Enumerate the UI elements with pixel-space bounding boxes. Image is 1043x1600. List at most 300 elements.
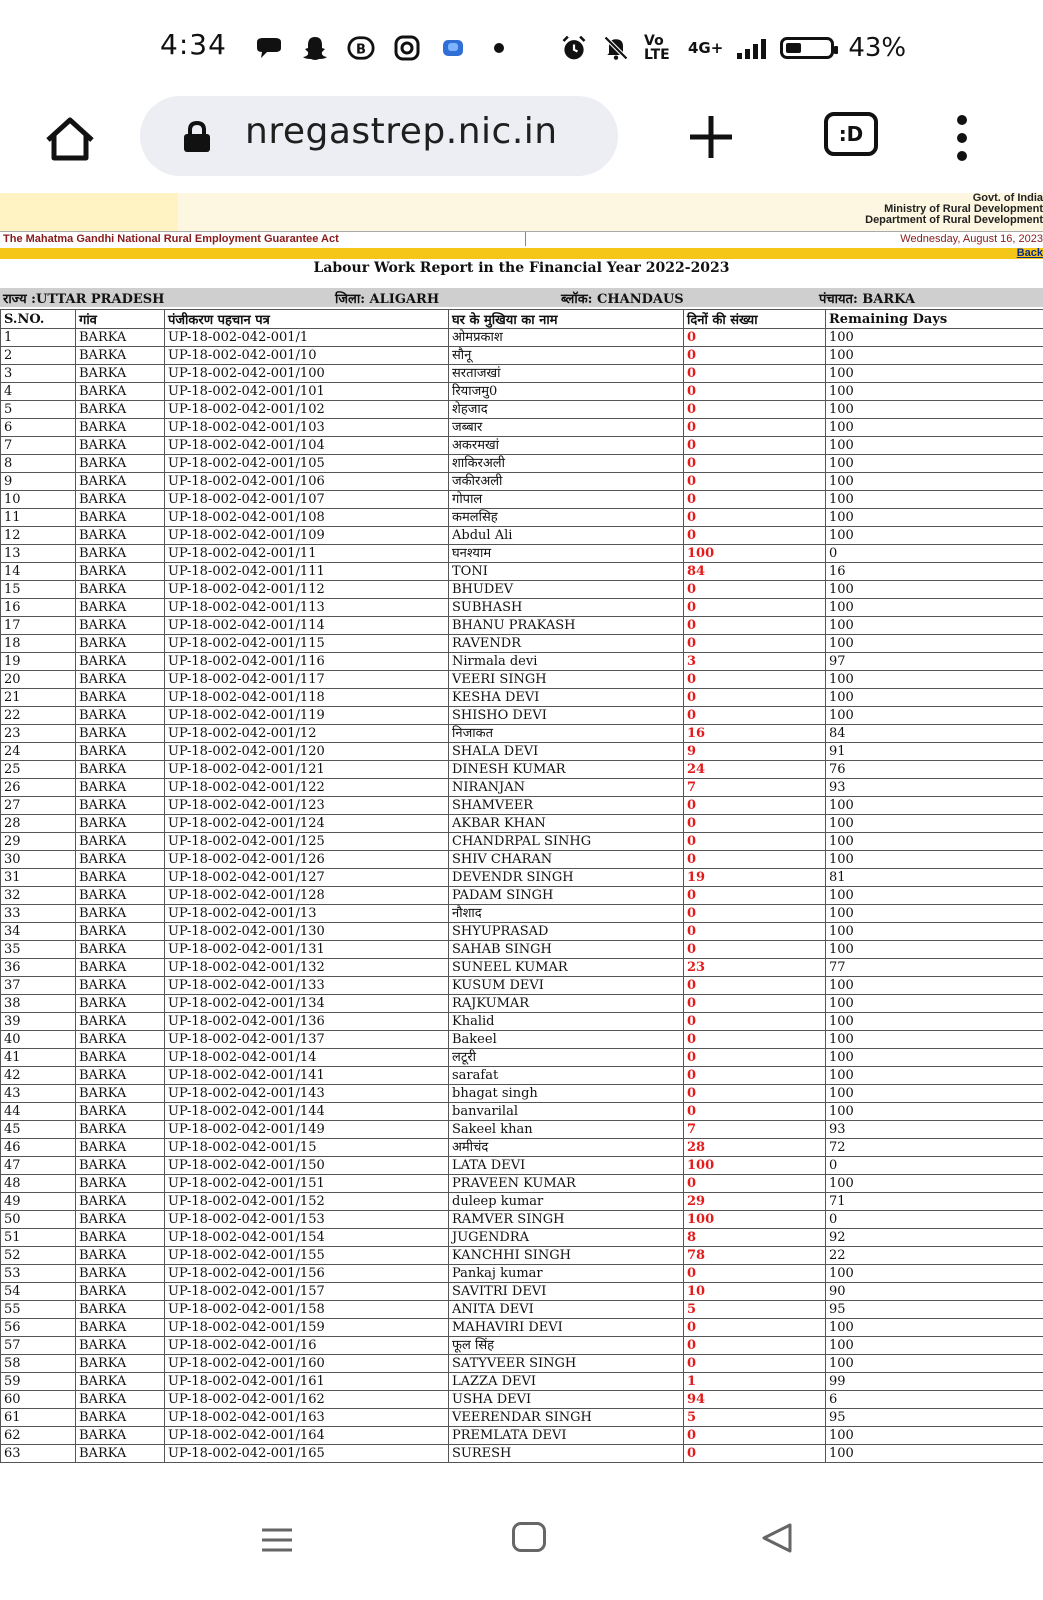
table-row: [1, 725, 1043, 743]
cell-village: BARKA: [76, 1085, 165, 1103]
cell-sno: 43: [1, 1085, 76, 1103]
cell-registration-id: UP-18-002-042-001/117: [165, 671, 449, 689]
cell-days-worked: 0: [684, 1427, 826, 1445]
cell-head-name: अकरमखां: [449, 437, 684, 455]
table-row: [1, 815, 1043, 833]
cell-remaining-days: 100: [826, 671, 1043, 689]
cell-registration-id: UP-18-002-042-001/157: [165, 1283, 449, 1301]
cell-registration-id: UP-18-002-042-001/121: [165, 761, 449, 779]
cell-head-name: SUNEEL KUMAR: [449, 959, 684, 977]
cell-days-worked: 0: [684, 1265, 826, 1283]
cell-days-worked: 0: [684, 401, 826, 419]
cell-sno: 57: [1, 1337, 76, 1355]
cell-sno: 35: [1, 941, 76, 959]
cell-registration-id: UP-18-002-042-001/101: [165, 383, 449, 401]
cell-remaining-days: 100: [826, 1067, 1043, 1085]
cell-registration-id: UP-18-002-042-001/128: [165, 887, 449, 905]
cell-remaining-days: 16: [826, 563, 1043, 581]
cell-registration-id: UP-18-002-042-001/116: [165, 653, 449, 671]
cell-village: BARKA: [76, 1445, 165, 1463]
cell-village: BARKA: [76, 797, 165, 815]
cell-days-worked: 0: [684, 671, 826, 689]
cell-head-name: SATYVEER SINGH: [449, 1355, 684, 1373]
cell-registration-id: UP-18-002-042-001/11: [165, 545, 449, 563]
cell-village: BARKA: [76, 581, 165, 599]
table-row: [1, 1301, 1043, 1319]
cell-sno: 7: [1, 437, 76, 455]
cell-head-name: AKBAR KHAN: [449, 815, 684, 833]
cell-sno: 16: [1, 599, 76, 617]
cell-head-name: SUBHASH: [449, 599, 684, 617]
panchayat-label: पंचायत: BARKA: [819, 292, 916, 307]
volte-label: Vo LTE: [644, 33, 670, 63]
cell-remaining-days: 100: [826, 455, 1043, 473]
cell-village: BARKA: [76, 743, 165, 761]
cell-sno: 11: [1, 509, 76, 527]
cell-village: BARKA: [76, 977, 165, 995]
cell-head-name: TONI: [449, 563, 684, 581]
cell-village: BARKA: [76, 779, 165, 797]
cell-days-worked: 0: [684, 599, 826, 617]
cell-registration-id: UP-18-002-042-001/112: [165, 581, 449, 599]
header-date: Wednesday, August 16, 2023: [900, 233, 1043, 245]
cell-days-worked: 0: [684, 833, 826, 851]
cell-sno: 56: [1, 1319, 76, 1337]
cell-registration-id: UP-18-002-042-001/100: [165, 365, 449, 383]
table-row: [1, 599, 1043, 617]
cell-registration-id: UP-18-002-042-001/14: [165, 1049, 449, 1067]
cell-sno: 14: [1, 563, 76, 581]
cell-head-name: LATA DEVI: [449, 1157, 684, 1175]
table-row: [1, 1391, 1043, 1409]
cell-remaining-days: 71: [826, 1193, 1043, 1211]
table-row: [1, 905, 1043, 923]
table-row: [1, 851, 1043, 869]
cell-registration-id: UP-18-002-042-001/162: [165, 1391, 449, 1409]
cell-head-name: SHYUPRASAD: [449, 923, 684, 941]
cell-sno: 33: [1, 905, 76, 923]
cell-sno: 60: [1, 1391, 76, 1409]
nav-back-icon[interactable]: [760, 1522, 794, 1554]
table-row: [1, 1013, 1043, 1031]
cell-registration-id: UP-18-002-042-001/133: [165, 977, 449, 995]
cell-days-worked: 8: [684, 1229, 826, 1247]
cell-head-name: RAVENDR: [449, 635, 684, 653]
cell-village: BARKA: [76, 473, 165, 491]
cell-head-name: KUSUM DEVI: [449, 977, 684, 995]
cell-remaining-days: 100: [826, 797, 1043, 815]
cell-days-worked: 0: [684, 1013, 826, 1031]
cell-sno: 13: [1, 545, 76, 563]
cell-sno: 23: [1, 725, 76, 743]
cell-registration-id: UP-18-002-042-001/109: [165, 527, 449, 545]
cell-sno: 52: [1, 1247, 76, 1265]
cell-head-name: PADAM SINGH: [449, 887, 684, 905]
table-row: [1, 563, 1043, 581]
act-title: The Mahatma Gandhi National Rural Employment Guarantee Act: [0, 232, 526, 246]
cell-sno: 24: [1, 743, 76, 761]
block-label: ब्लॉक: CHANDAUS: [561, 292, 684, 307]
cell-remaining-days: 100: [826, 437, 1043, 455]
cell-sno: 26: [1, 779, 76, 797]
cell-head-name: BHUDEV: [449, 581, 684, 599]
cell-registration-id: UP-18-002-042-001/143: [165, 1085, 449, 1103]
cell-sno: 6: [1, 419, 76, 437]
cell-registration-id: UP-18-002-042-001/107: [165, 491, 449, 509]
cell-sno: 44: [1, 1103, 76, 1121]
cell-sno: 5: [1, 401, 76, 419]
cell-registration-id: UP-18-002-042-001/106: [165, 473, 449, 491]
cell-days-worked: 0: [684, 455, 826, 473]
cell-village: BARKA: [76, 599, 165, 617]
cell-remaining-days: 100: [826, 1265, 1043, 1283]
back-link[interactable]: Back: [1016, 247, 1043, 259]
table-row: [1, 1157, 1043, 1175]
cell-registration-id: UP-18-002-042-001/108: [165, 509, 449, 527]
cell-registration-id: UP-18-002-042-001/127: [165, 869, 449, 887]
cell-days-worked: 0: [684, 1445, 826, 1463]
cell-registration-id: UP-18-002-042-001/1: [165, 329, 449, 347]
cell-village: BARKA: [76, 365, 165, 383]
table-row: [1, 1031, 1043, 1049]
cell-head-name: कमलसिह: [449, 509, 684, 527]
cell-days-worked: 0: [684, 1103, 826, 1121]
url-text: nregastrep.nic.in: [245, 111, 558, 152]
cell-days-worked: 0: [684, 689, 826, 707]
cell-village: BARKA: [76, 419, 165, 437]
cell-remaining-days: 100: [826, 1103, 1043, 1121]
cell-head-name: ANITA DEVI: [449, 1301, 684, 1319]
table-row: [1, 1067, 1043, 1085]
cell-sno: 3: [1, 365, 76, 383]
cell-registration-id: UP-18-002-042-001/126: [165, 851, 449, 869]
cell-village: BARKA: [76, 851, 165, 869]
cell-registration-id: UP-18-002-042-001/102: [165, 401, 449, 419]
cell-village: BARKA: [76, 1373, 165, 1391]
cell-remaining-days: 100: [826, 635, 1043, 653]
table-row: [1, 329, 1043, 347]
cell-days-worked: 0: [684, 527, 826, 545]
cell-registration-id: UP-18-002-042-001/111: [165, 563, 449, 581]
cell-days-worked: 1: [684, 1373, 826, 1391]
cell-village: BARKA: [76, 653, 165, 671]
cell-sno: 22: [1, 707, 76, 725]
cell-remaining-days: 0: [826, 545, 1043, 563]
cell-sno: 51: [1, 1229, 76, 1247]
cell-sno: 4: [1, 383, 76, 401]
table-row: [1, 653, 1043, 671]
table-row: [1, 1283, 1043, 1301]
cell-village: BARKA: [76, 1355, 165, 1373]
cell-remaining-days: 99: [826, 1373, 1043, 1391]
cell-sno: 63: [1, 1445, 76, 1463]
cell-head-name: NIRANJAN: [449, 779, 684, 797]
table-row: [1, 419, 1043, 437]
cell-village: BARKA: [76, 563, 165, 581]
cell-village: BARKA: [76, 437, 165, 455]
cell-registration-id: UP-18-002-042-001/120: [165, 743, 449, 761]
cell-village: BARKA: [76, 923, 165, 941]
cell-remaining-days: 100: [826, 365, 1043, 383]
tab-switcher-button[interactable]: :D: [824, 112, 878, 156]
cell-sno: 53: [1, 1265, 76, 1283]
cell-remaining-days: 100: [826, 383, 1043, 401]
cell-days-worked: 3: [684, 653, 826, 671]
cell-days-worked: 0: [684, 1031, 826, 1049]
cell-remaining-days: 100: [826, 851, 1043, 869]
cell-village: BARKA: [76, 671, 165, 689]
cell-registration-id: UP-18-002-042-001/155: [165, 1247, 449, 1265]
table-row: [1, 1445, 1043, 1463]
cell-remaining-days: 81: [826, 869, 1043, 887]
cell-sno: 21: [1, 689, 76, 707]
cell-registration-id: UP-18-002-042-001/160: [165, 1355, 449, 1373]
cell-sno: 8: [1, 455, 76, 473]
cell-registration-id: UP-18-002-042-001/125: [165, 833, 449, 851]
cell-registration-id: UP-18-002-042-001/136: [165, 1013, 449, 1031]
col-registration-id: पंजीकरण पहचान पत्र: [165, 310, 449, 329]
cell-remaining-days: 100: [826, 1319, 1043, 1337]
cell-days-worked: 7: [684, 1121, 826, 1139]
state-label: राज्य :UTTAR PRADESH: [3, 292, 165, 307]
nav-home-icon[interactable]: [512, 1522, 546, 1552]
table-row: [1, 869, 1043, 887]
cell-sno: 45: [1, 1121, 76, 1139]
cell-village: BARKA: [76, 1301, 165, 1319]
cell-registration-id: UP-18-002-042-001/10: [165, 347, 449, 365]
table-row: [1, 1427, 1043, 1445]
cell-sno: 31: [1, 869, 76, 887]
table-row: [1, 545, 1043, 563]
cell-head-name: शाकिरअली: [449, 455, 684, 473]
cell-village: BARKA: [76, 455, 165, 473]
cell-days-worked: 0: [684, 383, 826, 401]
cell-days-worked: 5: [684, 1409, 826, 1427]
table-row: [1, 1355, 1043, 1373]
cell-registration-id: UP-18-002-042-001/134: [165, 995, 449, 1013]
cell-days-worked: 84: [684, 563, 826, 581]
cell-days-worked: 0: [684, 1049, 826, 1067]
cell-village: BARKA: [76, 509, 165, 527]
cell-village: BARKA: [76, 1175, 165, 1193]
cell-remaining-days: 100: [826, 1049, 1043, 1067]
cell-village: BARKA: [76, 1337, 165, 1355]
cell-head-name: फूल सिंह: [449, 1337, 684, 1355]
cell-village: BARKA: [76, 527, 165, 545]
table-row: [1, 1265, 1043, 1283]
table-row: [1, 347, 1043, 365]
cell-head-name: BHANU PRAKASH: [449, 617, 684, 635]
col-remaining-days: Remaining Days: [826, 310, 1043, 329]
cell-remaining-days: 100: [826, 1031, 1043, 1049]
cell-remaining-days: 100: [826, 1355, 1043, 1373]
cell-head-name: ओमप्रकाश: [449, 329, 684, 347]
cell-registration-id: UP-18-002-042-001/115: [165, 635, 449, 653]
col-days-worked: दिनों की संख्या: [684, 310, 826, 329]
cell-days-worked: 0: [684, 365, 826, 383]
table-row: [1, 959, 1043, 977]
cell-sno: 12: [1, 527, 76, 545]
cell-head-name: KANCHHI SINGH: [449, 1247, 684, 1265]
table-row: [1, 1139, 1043, 1157]
cell-days-worked: 0: [684, 815, 826, 833]
cell-village: BARKA: [76, 1391, 165, 1409]
cell-remaining-days: 95: [826, 1409, 1043, 1427]
cell-sno: 49: [1, 1193, 76, 1211]
cell-registration-id: UP-18-002-042-001/165: [165, 1445, 449, 1463]
cell-sno: 30: [1, 851, 76, 869]
cell-village: BARKA: [76, 1247, 165, 1265]
cell-registration-id: UP-18-002-042-001/163: [165, 1409, 449, 1427]
cell-remaining-days: 100: [826, 527, 1043, 545]
table-row: [1, 887, 1043, 905]
cell-village: BARKA: [76, 941, 165, 959]
cell-days-worked: 0: [684, 995, 826, 1013]
table-row: [1, 1121, 1043, 1139]
cell-registration-id: UP-18-002-042-001/159: [165, 1319, 449, 1337]
battery-percent: 43%: [848, 33, 907, 63]
cell-head-name: Khalid: [449, 1013, 684, 1031]
table-row: [1, 1319, 1043, 1337]
cell-head-name: SHISHO DEVI: [449, 707, 684, 725]
recent-apps-icon[interactable]: [260, 1527, 294, 1553]
cell-head-name: DEVENDR SINGH: [449, 869, 684, 887]
cell-village: BARKA: [76, 1193, 165, 1211]
cell-registration-id: UP-18-002-042-001/150: [165, 1157, 449, 1175]
cell-head-name: Abdul Ali: [449, 527, 684, 545]
cell-sno: 41: [1, 1049, 76, 1067]
cell-remaining-days: 92: [826, 1229, 1043, 1247]
table-row: [1, 1247, 1043, 1265]
cell-days-worked: 10: [684, 1283, 826, 1301]
table-row: [1, 689, 1043, 707]
cell-village: BARKA: [76, 347, 165, 365]
cell-head-name: Bakeel: [449, 1031, 684, 1049]
table-row: [1, 797, 1043, 815]
cell-village: BARKA: [76, 1067, 165, 1085]
table-body: [1, 329, 1043, 1463]
cell-remaining-days: 100: [826, 905, 1043, 923]
cell-days-worked: 9: [684, 743, 826, 761]
cell-head-name: KESHA DEVI: [449, 689, 684, 707]
cell-head-name: शेहजाद: [449, 401, 684, 419]
cell-remaining-days: 84: [826, 725, 1043, 743]
cell-days-worked: 0: [684, 941, 826, 959]
cell-village: BARKA: [76, 995, 165, 1013]
cell-remaining-days: 100: [826, 1085, 1043, 1103]
cell-village: BARKA: [76, 1283, 165, 1301]
table-row: [1, 1211, 1043, 1229]
cell-registration-id: UP-18-002-042-001/153: [165, 1211, 449, 1229]
cell-head-name: Nirmala devi: [449, 653, 684, 671]
cell-days-worked: 100: [684, 1211, 826, 1229]
cell-registration-id: UP-18-002-042-001/105: [165, 455, 449, 473]
cell-head-name: CHANDRPAL SINHG: [449, 833, 684, 851]
cell-village: BARKA: [76, 905, 165, 923]
cell-days-worked: 94: [684, 1391, 826, 1409]
cell-days-worked: 0: [684, 1355, 826, 1373]
table-row: [1, 1229, 1043, 1247]
cell-sno: 15: [1, 581, 76, 599]
cell-registration-id: UP-18-002-042-001/124: [165, 815, 449, 833]
cell-days-worked: 0: [684, 1319, 826, 1337]
cell-village: BARKA: [76, 1103, 165, 1121]
cell-village: BARKA: [76, 401, 165, 419]
cell-sno: 25: [1, 761, 76, 779]
cell-remaining-days: 90: [826, 1283, 1043, 1301]
cell-remaining-days: 100: [826, 707, 1043, 725]
cell-village: BARKA: [76, 1319, 165, 1337]
cell-village: BARKA: [76, 689, 165, 707]
cell-sno: 38: [1, 995, 76, 1013]
cell-registration-id: UP-18-002-042-001/13: [165, 905, 449, 923]
cell-days-worked: 0: [684, 581, 826, 599]
cell-village: BARKA: [76, 1409, 165, 1427]
cell-remaining-days: 22: [826, 1247, 1043, 1265]
cell-remaining-days: 100: [826, 995, 1043, 1013]
cell-head-name: SHAMVEER: [449, 797, 684, 815]
cell-head-name: अमीचंद: [449, 1139, 684, 1157]
cell-registration-id: UP-18-002-042-001/15: [165, 1139, 449, 1157]
cell-remaining-days: 100: [826, 689, 1043, 707]
cell-sno: 37: [1, 977, 76, 995]
cell-village: BARKA: [76, 725, 165, 743]
cell-head-name: bhagat singh: [449, 1085, 684, 1103]
report-title: Labour Work Report in the Financial Year 2022-2023: [313, 260, 730, 276]
cell-remaining-days: 100: [826, 509, 1043, 527]
cell-village: BARKA: [76, 383, 165, 401]
cell-registration-id: UP-18-002-042-001/137: [165, 1031, 449, 1049]
table-row: [1, 527, 1043, 545]
cell-sno: 28: [1, 815, 76, 833]
cell-village: BARKA: [76, 1013, 165, 1031]
cell-sno: 27: [1, 797, 76, 815]
table-row: [1, 1337, 1043, 1355]
cell-head-name: सौनू: [449, 347, 684, 365]
cell-days-worked: 19: [684, 869, 826, 887]
cell-head-name: गोपाल: [449, 491, 684, 509]
cell-registration-id: UP-18-002-042-001/154: [165, 1229, 449, 1247]
table-row: [1, 761, 1043, 779]
cell-sno: 61: [1, 1409, 76, 1427]
cell-remaining-days: 0: [826, 1211, 1043, 1229]
system-nav-bar: [0, 1497, 1043, 1600]
table-row: [1, 491, 1043, 509]
table-row: [1, 401, 1043, 419]
cell-remaining-days: 100: [826, 419, 1043, 437]
cell-days-worked: 0: [684, 1337, 826, 1355]
cell-head-name: जकीरअली: [449, 473, 684, 491]
cell-registration-id: UP-18-002-042-001/123: [165, 797, 449, 815]
table-row: [1, 509, 1043, 527]
table-row: [1, 635, 1043, 653]
cell-days-worked: 0: [684, 347, 826, 365]
cell-village: BARKA: [76, 1211, 165, 1229]
table-row: [1, 1049, 1043, 1067]
cell-remaining-days: 100: [826, 581, 1043, 599]
table-row: [1, 1373, 1043, 1391]
table-row: [1, 743, 1043, 761]
cell-village: BARKA: [76, 869, 165, 887]
cell-sno: 40: [1, 1031, 76, 1049]
table-row: [1, 995, 1043, 1013]
cell-village: BARKA: [76, 1031, 165, 1049]
table-header-row: [1, 310, 1043, 329]
cell-days-worked: 0: [684, 851, 826, 869]
cell-registration-id: UP-18-002-042-001/141: [165, 1067, 449, 1085]
cell-head-name: LAZZA DEVI: [449, 1373, 684, 1391]
cell-head-name: PREMLATA DEVI: [449, 1427, 684, 1445]
